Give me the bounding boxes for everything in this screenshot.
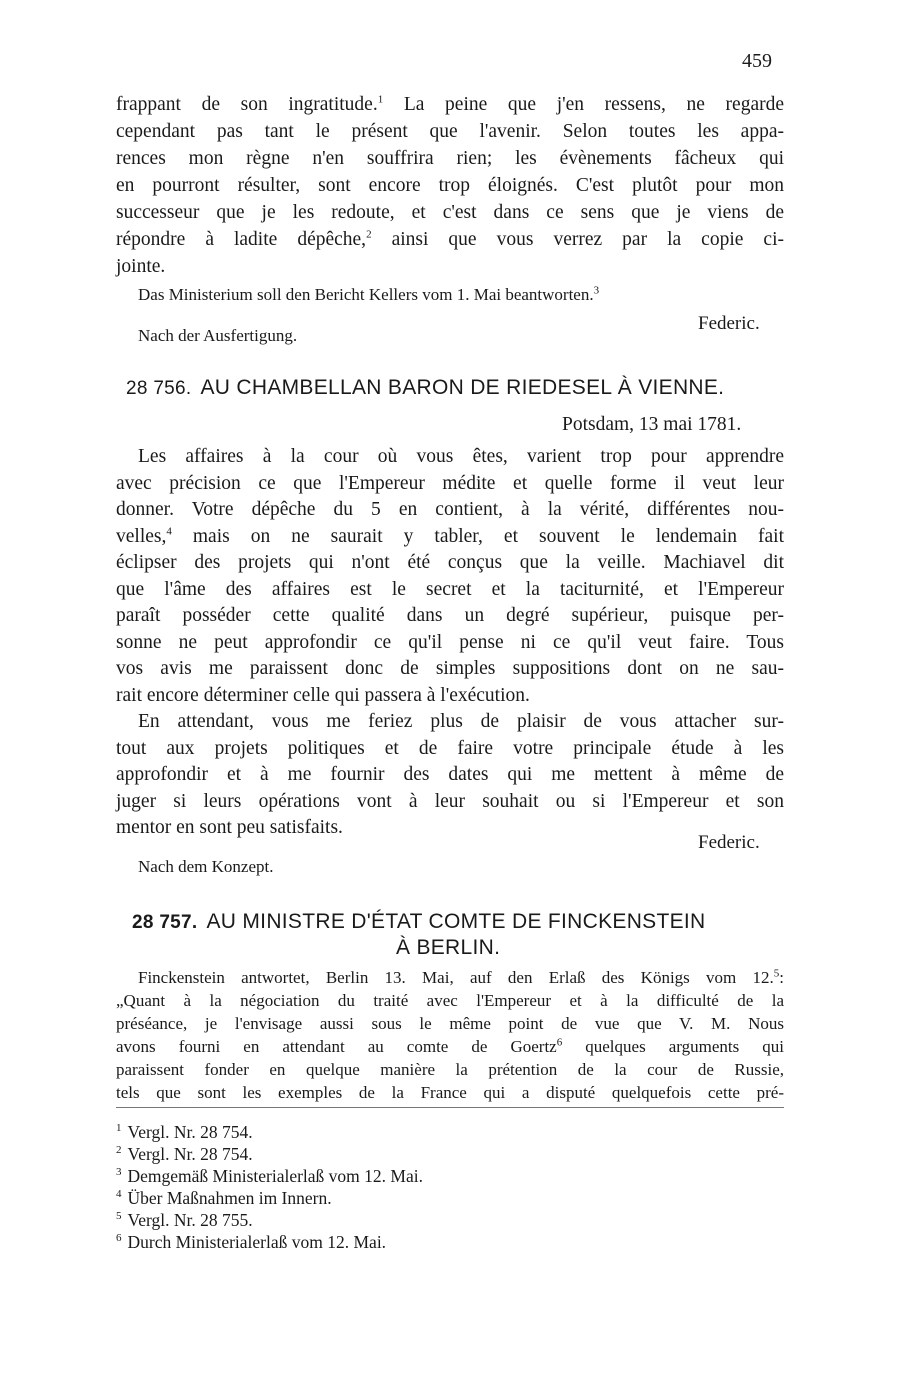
footnote-ref: 2 bbox=[366, 228, 372, 241]
text-line: En attendant, vous me feriez plus de plaisir de vous attacher sur- bbox=[138, 711, 784, 732]
footnote: $^1$ Vergl. Nr. 28 754. bbox=[116, 1122, 253, 1142]
footnote-ref: 1 bbox=[377, 93, 384, 106]
text-line: tout aux projets politiques et de faire votre principale étude à les bbox=[116, 738, 784, 759]
footnote-ref: 5 bbox=[773, 967, 780, 980]
text-line: rait encore déterminer celle qui passera à l'exécution. bbox=[116, 685, 530, 706]
text-line: éclipser des projets qui n'ont été conçus que la veille. Machiavel dit bbox=[116, 552, 784, 573]
signature: Federic. bbox=[698, 832, 760, 853]
editorial-note: Das Ministerium soll den Bericht Kellers vom 1. Mai beantworten.$^3$ bbox=[138, 284, 600, 304]
footnote-ref: 4 bbox=[166, 525, 172, 538]
text-line: paraissent fonder en quelque manière la prétention de la cour de Russie, bbox=[116, 1060, 784, 1079]
source-note: Nach dem Konzept. bbox=[138, 857, 274, 876]
text-line: répondre à ladite dépêche,$^2$ ainsi que vous verrez par la copie ci- bbox=[116, 228, 784, 250]
footnote-divider bbox=[116, 1107, 784, 1108]
letter-title: AU CHAMBELLAN BARON DE RIEDESEL À VIENNE. bbox=[200, 376, 725, 399]
text-line: approfondir et à me fournir des dates qui me mettent à même de bbox=[116, 764, 784, 785]
footnote-ref: 3 bbox=[593, 284, 600, 297]
text-line: Les affaires à la cour où vous êtes, varient trop pour apprendre bbox=[138, 446, 784, 467]
text-line: successeur que je les redoute, et c'est dans ce sens que je viens de bbox=[116, 202, 784, 223]
letter-title: AU MINISTRE D'ÉTAT COMTE DE FINCKENSTEIN bbox=[206, 910, 706, 933]
text-line: avec précision ce que l'Empereur médite et quelle forme il veut leur bbox=[116, 473, 784, 494]
letter-heading bbox=[126, 376, 724, 400]
letter-title-line2: À BERLIN. bbox=[396, 936, 501, 959]
text-line: rences mon règne n'en souffrira rien; les évènements fâcheux qui bbox=[116, 148, 784, 169]
text-line: „Quant à la négociation du traité avec l'Empereur et à la difficulté de la bbox=[116, 991, 784, 1010]
footnote: $^3$ Demgemäß Ministerialerlaß vom 12. Mai. bbox=[116, 1166, 423, 1186]
text-line: que l'âme des affaires est le secret et la taciturnité, et l'Empereur bbox=[116, 579, 784, 600]
letter-heading bbox=[132, 910, 706, 934]
letter-number: 28 757. bbox=[132, 912, 198, 933]
footnote: $^2$ Vergl. Nr. 28 754. bbox=[116, 1144, 253, 1164]
text-line: en pourront résulter, sont encore trop éloignés. C'est plutôt pour mon bbox=[116, 175, 784, 196]
text-line: paraît posséder cette qualité dans un degré supérieur, puisque per- bbox=[116, 605, 784, 626]
text-line: tels que sont les exemples de la France qui a disputé quelquefois cette pré- bbox=[116, 1083, 784, 1102]
signature: Federic. bbox=[698, 313, 760, 334]
text-line: Finckenstein antwortet, Berlin 13. Mai, auf den Erlaß des Königs vom 12.$^5$: bbox=[138, 967, 784, 987]
footnote-ref: 6 bbox=[556, 1036, 563, 1049]
text-line: avons fourni en attendant au comte de Goertz$^6$ quelques arguments qui bbox=[116, 1036, 784, 1056]
text-line: juger si leurs opérations vont à leur souhait ou si l'Empereur et son bbox=[116, 791, 784, 812]
text-line: vos avis me paraissent donc de simples suppositions dont on ne sau- bbox=[116, 658, 784, 679]
footnote: $^5$ Vergl. Nr. 28 755. bbox=[116, 1210, 253, 1230]
text-line: cependant pas tant le présent que l'avenir. Selon toutes les appa- bbox=[116, 121, 784, 142]
letter-number: 28 756. bbox=[126, 378, 192, 399]
footnote: $^4$ Über Maßnahmen im Innern. bbox=[116, 1188, 332, 1208]
text-line: préséance, je l'envisage aussi sous le même point de vue que V. M. Nous bbox=[116, 1014, 784, 1033]
source-note: Nach der Ausfertigung. bbox=[138, 326, 298, 345]
text-line: sonne ne peut approfondir ce qu'il pense ni ce qu'il veut faire. Tous bbox=[116, 632, 784, 653]
text-line: velles,$^4$ mais on ne saurait y tabler, et souvent le lendemain fait bbox=[116, 525, 784, 547]
text-line: frappant de son ingratitude.$^1$ La peine que j'en ressens, ne regarde bbox=[116, 93, 784, 115]
text-line: mentor en sont peu satisfaits. bbox=[116, 817, 343, 838]
page-number: 459 bbox=[742, 50, 772, 72]
text-line: jointe. bbox=[116, 256, 166, 277]
text-line: donner. Votre dépêche du 5 en contient, à la vérité, différentes nou- bbox=[116, 499, 784, 520]
place-date: Potsdam, 13 mai 1781. bbox=[562, 414, 742, 435]
footnote: $^6$ Durch Ministerialerlaß vom 12. Mai. bbox=[116, 1232, 387, 1252]
